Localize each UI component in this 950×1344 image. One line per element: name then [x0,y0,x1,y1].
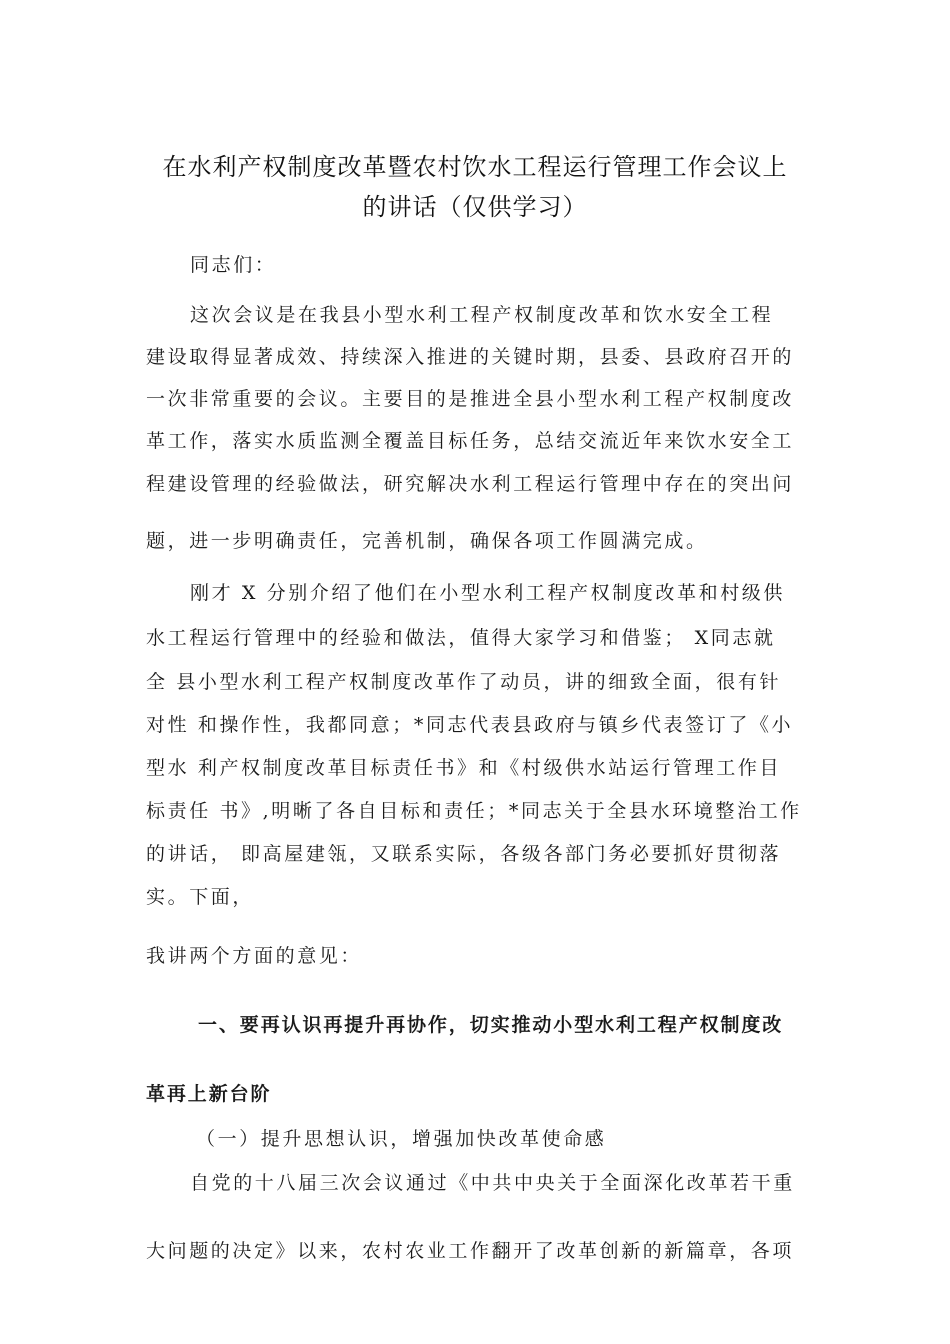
paragraph-1-line-3: 一次非常重要的会议。主要目的是推进全县小型水利工程产权制度改 [146,388,795,410]
subsection-1-heading: （一）提升思想认识，增强加快改革使命感 [196,1128,607,1150]
document-title-line-2: 的讲话（仅供学习） [362,193,588,221]
section-1-heading-line-1: 一、要再认识再提升再协作，切实推动小型水利工程产权制度改 [198,1014,784,1036]
paragraph-4-line-1: 自党的十八届三次会议通过《中共中央关于全面深化改革若干重 [190,1172,795,1194]
salutation: 同志们： [190,254,277,276]
paragraph-1-line-1: 这次会议是在我县小型水利工程产权制度改革和饮水安全工程 [190,304,774,326]
paragraph-1-line-5: 程建设管理的经验做法，研究解决水利工程运行管理中存在的突出问 [146,473,795,495]
document-title-line-1: 在水利产权制度改革暨农村饮水工程运行管理工作会议上 [162,153,788,181]
paragraph-2-line-3: 全 县小型水利工程产权制度改革作了动员，讲的细致全面，很有针 [146,671,782,693]
paragraph-1-line-2: 建设取得显著成效、持续深入推进的关键时期，县委、县政府召开的 [146,346,795,368]
paragraph-2-line-8: 实。下面， [146,886,255,908]
paragraph-3: 我讲两个方面的意见： [146,945,363,967]
paragraph-2-line-6: 标责任 书》,明晰了各自目标和责任；*同志关于全县水环境整治工作 [146,800,802,822]
paragraph-2-line-7: 的讲话， 即高屋建瓴，又联系实际，各级各部门务必要抓好贯彻落 [146,843,782,865]
paragraph-2-line-5: 型水 利产权制度改革目标责任书》和《村级供水站运行管理工作目 [146,757,782,779]
paragraph-1-line-6: 题，进一步明确责任，完善机制，确保各项工作圆满完成。 [146,530,708,552]
paragraph-1-line-4: 革工作，落实水质监测全覆盖目标任务，总结交流近年来饮水安全工 [146,430,795,452]
section-1-heading-line-2: 革再上新台阶 [146,1083,272,1105]
paragraph-4-line-2: 大问题的决定》以来，农村农业工作翻开了改革创新的新篇章，各项 [146,1240,795,1262]
paragraph-2-line-2: 水工程运行管理中的经验和做法，值得大家学习和借鉴； X同志就 [146,627,776,649]
paragraph-2-line-4: 对性 和操作性，我都同意；*同志代表县政府与镇乡代表签订了《小 [146,714,794,736]
paragraph-2-line-1: 刚才 X 分别介绍了他们在小型水利工程产权制度改革和村级供 [190,582,786,604]
